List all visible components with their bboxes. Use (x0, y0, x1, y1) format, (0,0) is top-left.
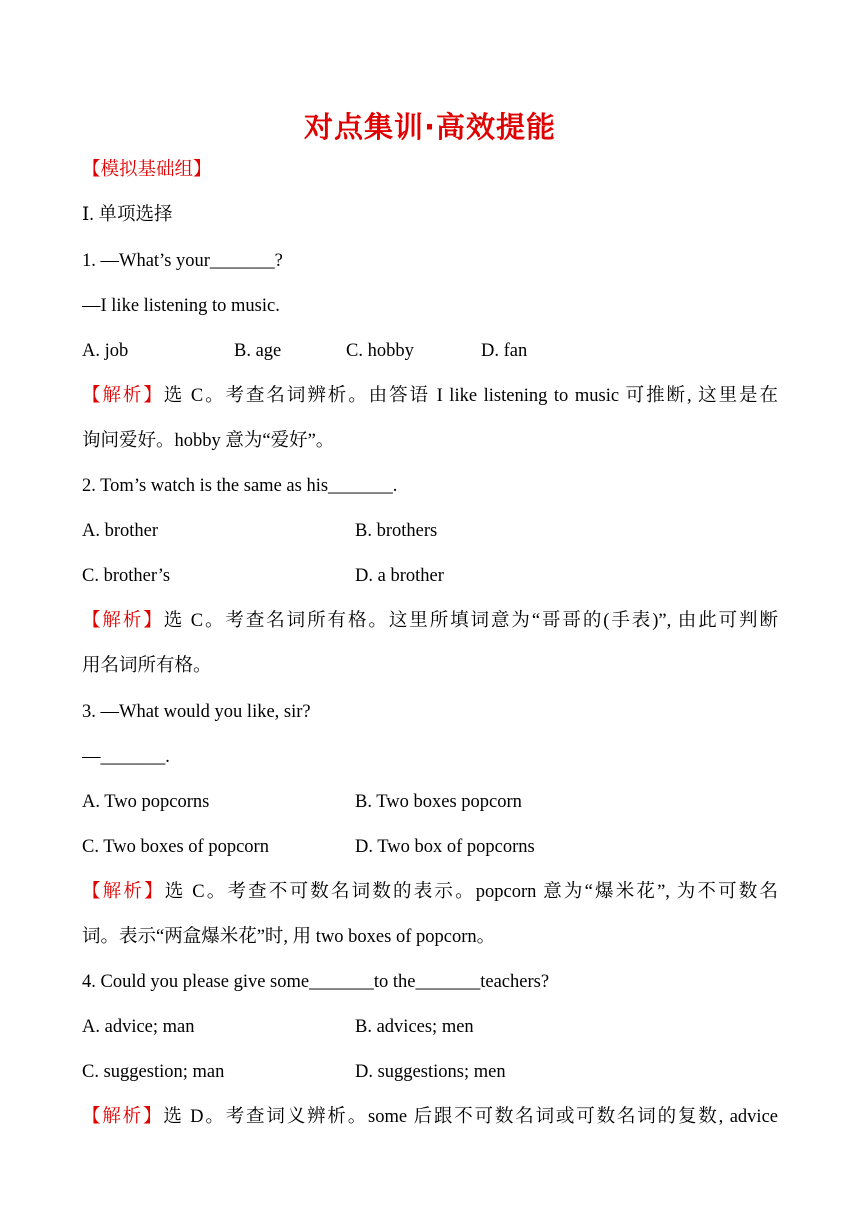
option-b: B. Two boxes popcorn (355, 792, 522, 812)
question-1-analysis-cont: 询问爱好。hobby 意为“爱好”。 (82, 431, 335, 451)
question-2-analysis (82, 609, 778, 633)
option-c: C. brother’s (82, 566, 171, 586)
question-3-analysis (82, 880, 778, 904)
question-4-analysis (82, 1105, 778, 1129)
question-2-analysis-cont: 用名词所有格。 (82, 656, 212, 676)
option-c: C. suggestion; man (82, 1062, 225, 1082)
option-d: D. fan (481, 341, 528, 361)
option-b: B. brothers (355, 521, 438, 541)
option-d: D. a brother (355, 566, 444, 586)
question-1-reply: —I like listening to music. (82, 296, 280, 316)
analysis-text: 选 C。考查名词所有格。这里所填词意为“哥哥的(手表)”, 由此可判断 (163, 611, 778, 631)
option-a: A. brother (82, 521, 159, 541)
analysis-tag: 【解析】 (82, 1107, 164, 1127)
option-c: C. Two boxes of popcorn (82, 837, 269, 857)
question-3-reply: —_______. (82, 747, 170, 767)
option-b: B. age (234, 341, 282, 361)
option-b: B. advices; men (355, 1017, 474, 1037)
analysis-tag: 【解析】 (82, 882, 165, 902)
analysis-tag: 【解析】 (82, 386, 164, 406)
part-heading: Ⅰ. 单项选择 (82, 205, 173, 225)
option-a: A. Two popcorns (82, 792, 210, 812)
option-c: C. hobby (346, 341, 414, 361)
question-1-stem: 1. —What’s your_______? (82, 251, 283, 271)
option-d: D. Two box of popcorns (355, 837, 535, 857)
analysis-text: 选 C。考查名词辨析。由答语 I like listening to music 可推断, 这里是在 (163, 386, 778, 406)
page-title: 对点集训·高效提能 (303, 110, 557, 144)
analysis-tag: 【解析】 (82, 611, 164, 631)
analysis-text: 选 C。考查不可数名词数的表示。popcorn 意为“爆米花”, 为不可数名 (164, 882, 778, 902)
analysis-text: 选 D。考查词义辨析。some 后跟不可数名词或可数名词的复数, advice (163, 1107, 778, 1127)
question-4-stem: 4. Could you please give some_______to the_______teachers? (82, 972, 550, 992)
question-3-analysis-cont: 词。表示“两盒爆米花”时, 用 two boxes of popcorn。 (82, 927, 496, 947)
section-heading: 【模拟基础组】 (82, 160, 212, 180)
option-a: A. job (82, 341, 129, 361)
option-a: A. advice; man (82, 1017, 195, 1037)
question-2-stem: 2. Tom’s watch is the same as his_______. (82, 476, 398, 496)
option-d: D. suggestions; men (355, 1062, 506, 1082)
question-3-stem: 3. —What would you like, sir? (82, 702, 311, 722)
question-1-analysis (82, 384, 778, 408)
